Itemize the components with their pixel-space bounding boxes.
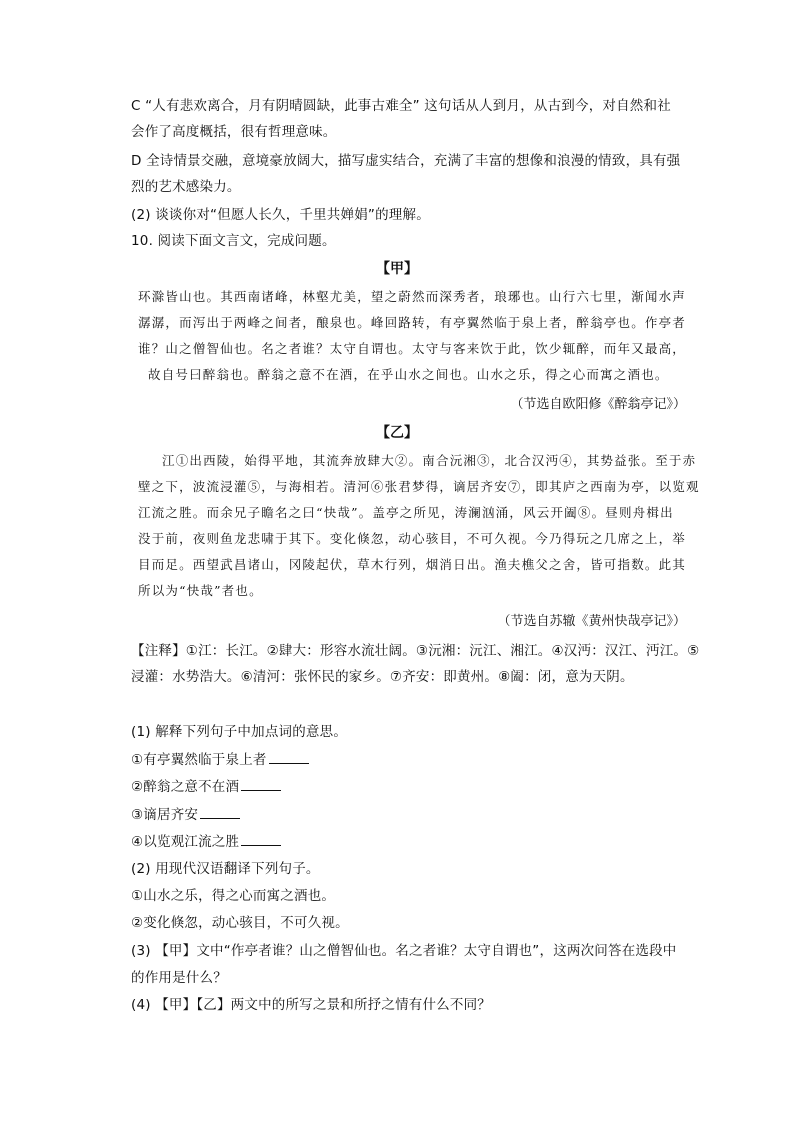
passage-jia-line: 潺潺，而泻出于两峰之间者，酿泉也。峰回路转，有亭翼然临于泉上者，醉翁亭也。作亭者	[138, 315, 687, 330]
passage-yi-heading: 【乙】	[376, 425, 418, 441]
passage-jia-line: 谁？山之僧智仙也。名之者谁？太守自谓也。太守与客来饮于此，饮少辄醉，而年又最高，	[138, 341, 687, 356]
passage-jia-line: 环滁皆山也。其西南诸峰，林壑尤美，望之蔚然而深秀者，琅琊也。山行六七里，渐闻水声	[138, 289, 687, 304]
question-2-item: ①山水之乐，得之心而寓之酒也。	[131, 888, 336, 904]
passage-yi-line: 壁之下，波流浸灌⑤，与海相若。清河⑥张君梦得，谪居齐安⑦，即其庐之西南为亭，以览观	[138, 479, 700, 494]
answer-blank[interactable]	[200, 806, 240, 819]
question-1-item-text: ①有亭翼然临于泉上者	[131, 752, 267, 768]
answer-blank[interactable]	[241, 833, 281, 846]
option-c-line1: C “人有悲欢离合，月有阴晴圆缺，此事古难全” 这句话从人到月，从古到今，对自然和社	[131, 98, 671, 114]
notes-line2: 浸灌：水势浩大。⑥清河：张怀民的家乡。⑦齐安：即黄州。⑧阖：闭，意为天阴。	[131, 669, 634, 685]
question-4: (4) 【甲】【乙】两文中的所写之景和所抒之情有什么不同？	[131, 997, 491, 1013]
passage-yi-line: 没于前，夜则鱼龙悲啸于其下。变化倏忽，动心骇目，不可久视。今乃得玩之几席之上，举	[138, 531, 687, 546]
question-1-item-text: ③谪居齐安	[131, 807, 199, 823]
notes-line1: 【注释】①江：长江。②肆大：形容水流壮阔。③沅湘：沅江、湘江。④汉沔：汉江、沔江。⑤	[131, 643, 700, 659]
option-c-line2: 会作了高度概括，很有哲理意味。	[131, 124, 337, 140]
question-1-item	[131, 832, 281, 852]
passage-jia-source: （节选自欧阳修《醉翁亭记》）	[510, 397, 686, 412]
question-1-item	[131, 750, 309, 770]
answer-blank[interactable]	[269, 751, 309, 764]
passage-yi-line: 江流之胜。而余兄子瞻名之曰“快哉”。盖亭之所见，涛澜汹涌，风云开阖⑧。昼则舟楫出	[138, 505, 674, 520]
passage-yi-source: （节选自苏辙《黄州快哉亭记》）	[497, 614, 686, 629]
passage-jia-line: 故自号曰醉翁也。醉翁之意不在酒，在乎山水之间也。山水之乐，得之心而寓之酒也。	[148, 367, 669, 382]
passage-jia-heading: 【甲】	[376, 261, 418, 277]
question-2-item: ②变化倏忽，动心骇目，不可久视。	[131, 915, 349, 931]
question-3-line1: (3) 【甲】文中“作亭者谁？山之僧智仙也。名之者谁？太守自谓也”，这两次问答在选段中	[131, 943, 677, 959]
option-d-line2: 烈的艺术感染力。	[131, 179, 241, 195]
passage-yi-line: 目而足。西望武昌诸山，冈陵起伏，草木行列，烟消日出。渔夫樵父之舍，皆可指数。此其	[138, 557, 687, 572]
question-2: (2) 用现代汉语翻译下列句子。	[131, 861, 320, 877]
question-1-item-text: ②醉翁之意不在酒	[131, 779, 240, 795]
question-10-title: 10. 阅读下面文言文，完成问题。	[131, 233, 336, 249]
passage-yi-line: 江①出西陵，始得平地，其流奔放肆大②。南合沅湘③，北合汉沔④，其势益张。至于赤	[162, 453, 697, 468]
question-3-line2: 的作用是什么？	[131, 970, 227, 986]
passage-yi-line: 所以为“快哉”者也。	[138, 583, 263, 598]
option-d-line1: D 全诗情景交融，意境豪放阔大，描写虚实结合，充满了丰富的想像和浪漫的情致，具有强	[131, 153, 681, 169]
question-1-item	[131, 805, 240, 825]
question-1-item-text: ④以览观江流之胜	[131, 834, 240, 850]
question-1-item	[131, 777, 281, 797]
answer-blank[interactable]	[241, 778, 281, 791]
question-9-2: (2) 谈谈你对“但愿人长久，千里共婵娟”的理解。	[131, 207, 430, 223]
question-1: (1) 解释下列句子中加点词的意思。	[131, 724, 348, 740]
